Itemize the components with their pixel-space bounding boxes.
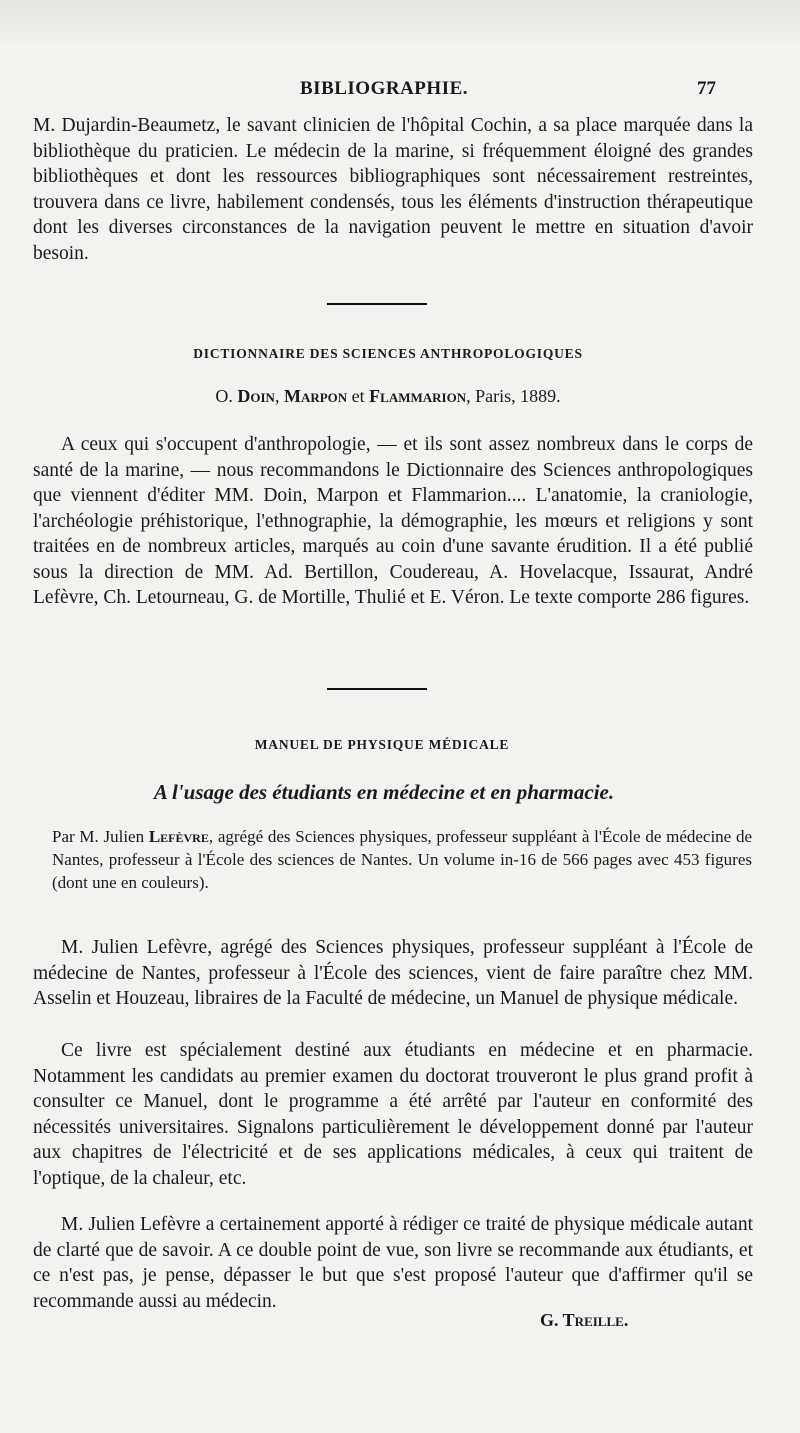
- byline-author: Lefèvre: [148, 827, 209, 846]
- dictionnaire-review: A ceux qui s'occupent d'anthropologie, — et ils sont assez nombreux dans le corps de santé de la marine, — nous recommandons le Dictionnaire des Sciences anthropologiques que viennent d'éditer MM. Doin, Marpon et Flammarion.... L'anatomie, la craniologie, l'archéologie préhistorique, l'ethnographie, la démographie, les mœurs et religions y sont traitées en de nombreux articles, marqués au coin d'une savante érudition. Il a été publié sous la direction de MM. Ad. Bertillon, Coudereau, A. Hovelacque, Issaurat, André Lefèvre, Ch. Letourneau, G. de Mortille, Thulié et E. Véron. Le texte comporte 286 figures.: [33, 434, 753, 608]
- signature: [540, 1310, 628, 1331]
- manuel-subtitle: A l'usage des étudiants en médecine et en pharmacie.: [153, 780, 615, 804]
- publisher-flammarion: Flammarion: [369, 386, 467, 406]
- publisher-sep1: ,: [274, 386, 284, 406]
- byline-rest: , agrégé des Sciences physiques, professeur suppléant à l'École de médecine de Nantes, professeur à l'École des sciences de Nantes. Un volume in-16 de 566 pages avec 453 figures (dont une en couleurs).: [52, 827, 753, 892]
- running-header: BIBLIOGRAPHIE.: [300, 78, 469, 99]
- manuel-para-2: Ce livre est spécialement destiné aux étudiants en médecine et en pharmacie. Notamment les candidats au premier examen du doctorat trouveront le plus grand profit à consulter ce Manuel, dont le programme a été arrêté par l'auteur en conformité des nécessités universitaires. Signalons particulièrement le développement donné par l'auteur aux chapitres de l'électricité et de ses applications médicales, à ceux qui traitent de l'optique, de la chaleur, etc.: [33, 1040, 753, 1189]
- publisher-line: [0, 386, 788, 407]
- publisher-prefix: O.: [215, 386, 238, 406]
- section-title-manuel: MANUEL DE PHYSIQUE MÉDICALE: [254, 737, 510, 752]
- publisher-suffix: , Paris, 1889.: [466, 386, 561, 406]
- intro-paragraph: M. Dujardin-Beaumetz, le savant clinicien de l'hôpital Cochin, a sa place marquée dans la bibliothèque du praticien. Le médecin de la marine, si fréquemment éloigné des grandes bibliothèques et dont les ressources bibliographiques sont nécessairement restreintes, trouvera dans ce livre, habilement condensés, tous les éléments d'instruction thérapeutique dont les diverses circonstances de la navigation peuvent le mettre en situation d'avoir besoin.: [33, 115, 753, 264]
- publisher-sep2: et: [347, 386, 370, 406]
- section-divider: [327, 303, 427, 305]
- manuel-para-3: M. Julien Lefèvre a certainement apporté à rédiger ce traité de physique médicale autant de clarté que de savoir. A ce double point de vue, son livre se recommande aux étudiants, et ce n'est pas, je pense, dépasser le but que s'est proposé l'auteur que d'affirmer qu'il se recommande aussi au médecin.: [33, 1214, 753, 1312]
- publisher-marpon: Marpon: [283, 386, 348, 406]
- page-number: 77: [697, 78, 716, 99]
- manuel-byline: [52, 825, 752, 894]
- signature-text: G. Treille.: [540, 1310, 629, 1330]
- publisher-doin: Doin: [237, 386, 275, 406]
- section-title-dictionnaire: DICTIONNAIRE DES SCIENCES ANTHROPOLOGIQUES: [193, 346, 583, 361]
- manuel-para-1: M. Julien Lefèvre, agrégé des Sciences physiques, professeur suppléant à l'École de médecine de Nantes, professeur à l'École des sciences, vient de faire paraître chez MM. Asselin et Houzeau, libraires de la Faculté de médecine, un Manuel de physique médicale.: [33, 937, 753, 1009]
- section-divider: [327, 688, 427, 690]
- scan-edge: [0, 0, 800, 48]
- byline-prefix: Par M. Julien: [52, 827, 149, 846]
